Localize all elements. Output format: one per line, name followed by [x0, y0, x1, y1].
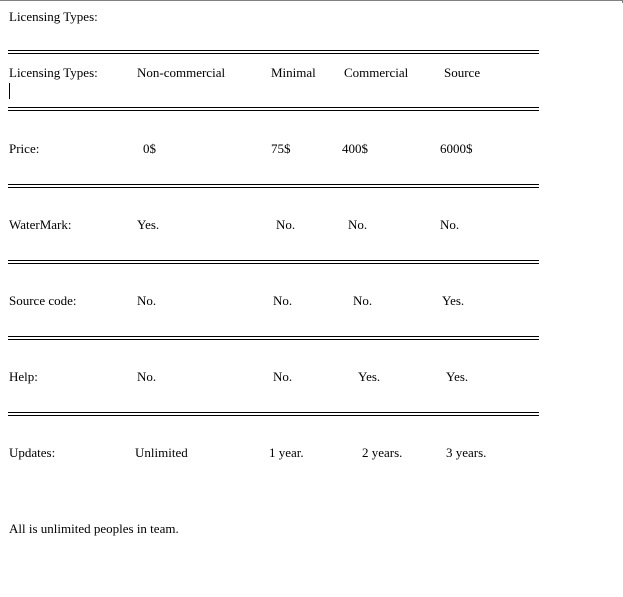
- table-cell: No.: [137, 369, 157, 384]
- page-heading: Licensing Types:: [9, 9, 98, 24]
- double-rule: [8, 184, 539, 188]
- table-row-watermark: [0, 217, 623, 233]
- row-label: Help:: [9, 369, 38, 384]
- row-label: Source code:: [9, 293, 77, 308]
- table-cell: Yes.: [358, 369, 381, 384]
- table-cell: 0$: [143, 141, 156, 156]
- table-cell: No.: [276, 217, 296, 232]
- column-header-non-commercial: Non-commercial: [137, 65, 226, 80]
- table-cell: Yes.: [137, 217, 160, 232]
- table-cell: 400$: [342, 141, 368, 156]
- table-cell: No.: [353, 293, 373, 308]
- table-cell: No.: [273, 369, 293, 384]
- table-cell: Unlimited: [135, 445, 188, 460]
- document-top-border: [0, 0, 623, 1]
- table-cell: Yes.: [446, 369, 469, 384]
- table-row-price: [0, 141, 623, 157]
- table-row-updates: [0, 445, 623, 461]
- table-cell: No.: [348, 217, 368, 232]
- row-label: Licensing Types:: [9, 65, 98, 80]
- row-label: WaterMark:: [9, 217, 72, 232]
- column-header-source: Source: [444, 65, 481, 80]
- double-rule: [8, 107, 539, 111]
- footer-note: All is unlimited peoples in team.: [9, 521, 179, 536]
- table-cell: 6000$: [440, 141, 473, 156]
- table-cell: Yes.: [442, 293, 465, 308]
- text-cursor: [9, 83, 10, 99]
- row-label: Price:: [9, 141, 40, 156]
- double-rule: [8, 50, 539, 54]
- table-row-help: [0, 369, 623, 385]
- table-cell: No.: [273, 293, 293, 308]
- table-cell: 2 years.: [362, 445, 403, 460]
- table-row-header: [0, 65, 623, 81]
- column-header-minimal: Minimal: [271, 65, 316, 80]
- table-row-source-code: [0, 293, 623, 309]
- table-cell: No.: [440, 217, 460, 232]
- table-cell: 75$: [271, 141, 291, 156]
- double-rule: [8, 260, 539, 264]
- double-rule: [8, 412, 539, 416]
- table-cell: 1 year.: [269, 445, 304, 460]
- column-header-commercial: Commercial: [344, 65, 409, 80]
- table-cell: 3 years.: [446, 445, 487, 460]
- double-rule: [8, 336, 539, 340]
- table-cell: No.: [137, 293, 157, 308]
- row-label: Updates:: [9, 445, 56, 460]
